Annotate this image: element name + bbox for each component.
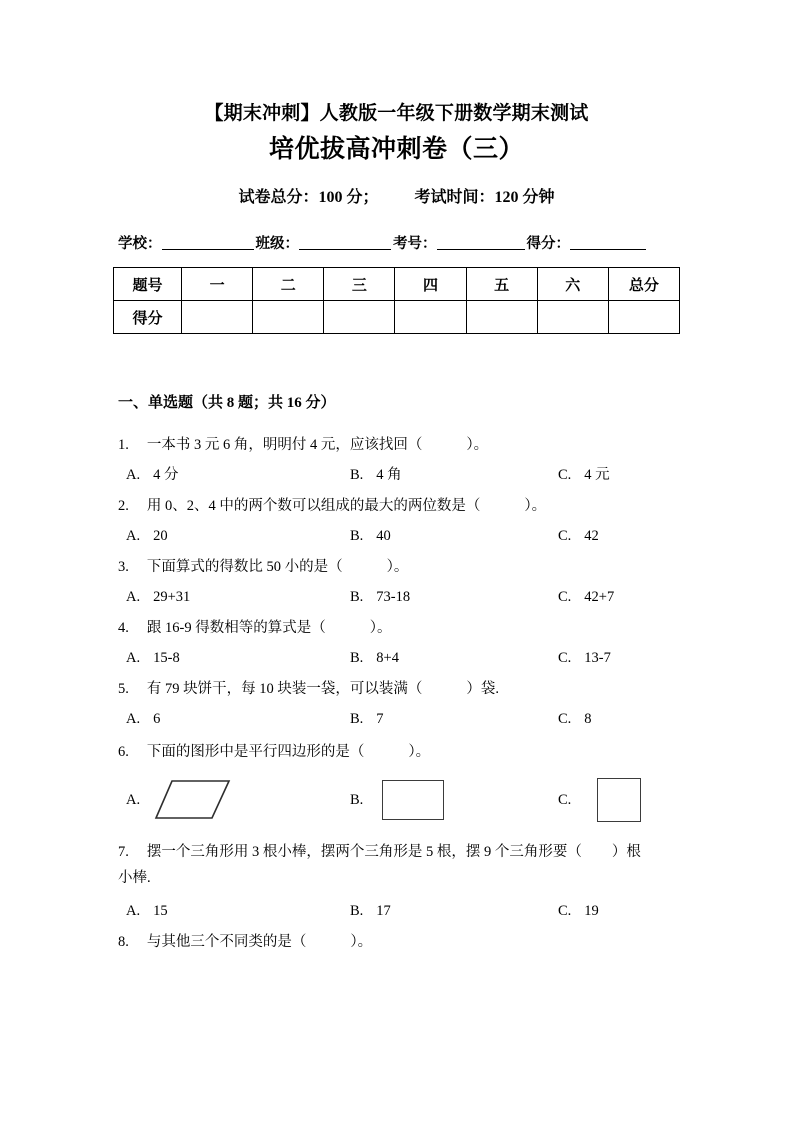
option-value: 4 角 <box>376 467 402 483</box>
question-3-options <box>118 585 678 609</box>
option-value: 13-7 <box>584 650 611 666</box>
question-6-text-tail: ）。 <box>408 744 431 760</box>
question-3-option-c[interactable] <box>558 585 614 609</box>
option-value: 15 <box>153 903 168 919</box>
option-letter: C. <box>558 528 572 544</box>
question-1-option-b[interactable] <box>350 463 402 487</box>
option-value: 20 <box>153 528 168 544</box>
section-heading-single-choice: 一、单选题（共 8 题；共 16 分） <box>118 395 336 411</box>
option-value: 4 分 <box>153 467 179 483</box>
question-5-number: 5. <box>118 681 129 697</box>
question-6-stem <box>118 740 678 764</box>
question-4-text-tail: ）。 <box>369 620 392 636</box>
question-4-text: 跟 16-9 得数相等的算式是（ <box>146 620 326 636</box>
option-letter: A. <box>126 589 141 605</box>
question-8-stem <box>118 930 678 954</box>
option-letter: B. <box>350 528 364 544</box>
question-2-text-tail: ）。 <box>524 498 547 514</box>
question-1-option-a[interactable] <box>126 463 178 487</box>
score-table-col-total: 总分 <box>608 268 679 301</box>
question-3-option-b[interactable] <box>350 585 410 609</box>
option-value: 4 元 <box>584 467 610 483</box>
question-3-number: 3. <box>118 559 129 575</box>
score-cell-total[interactable] <box>608 301 679 334</box>
question-2-stem <box>118 494 678 518</box>
option-value: 8+4 <box>376 650 399 666</box>
question-7-text: 摆一个三角形用 3 根小棒，摆两个三角形是 5 根，摆 9 个三角形要（ <box>146 844 582 860</box>
option-letter: A. <box>126 467 141 483</box>
question-7-text-tail: ）根 <box>611 844 641 860</box>
option-letter: C. <box>558 903 572 919</box>
score-cell-5[interactable] <box>466 301 537 334</box>
option-value: 15-8 <box>153 650 180 666</box>
option-letter: B. <box>350 589 364 605</box>
class-label: 班级： <box>255 236 299 252</box>
student-info-line <box>118 233 678 255</box>
question-1-stem <box>118 433 678 457</box>
page-title-line1: 【期末冲刺】人教版一年级下册数学期末测试 <box>204 103 589 124</box>
question-2-number: 2. <box>118 498 129 514</box>
exam-number-input-rule[interactable] <box>437 235 525 250</box>
question-7-stem-line2: 小棒. <box>118 870 151 886</box>
question-5-option-b[interactable] <box>350 707 384 731</box>
question-6-option-a[interactable] <box>126 772 246 830</box>
option-letter: A. <box>126 711 141 727</box>
option-letter: C. <box>558 650 572 666</box>
option-letter: B. <box>350 711 364 727</box>
parallelogram-icon <box>154 778 232 822</box>
option-letter: A. <box>126 903 141 919</box>
question-1-option-c[interactable] <box>558 463 610 487</box>
option-letter: C. <box>558 792 572 808</box>
question-4-stem <box>118 616 678 640</box>
score-cell-4[interactable] <box>395 301 466 334</box>
question-1-number: 1. <box>118 437 129 453</box>
score-table-row-label-score: 得分 <box>114 301 182 334</box>
exam-number-field[interactable] <box>393 233 525 255</box>
question-3-text-tail: ）。 <box>386 559 409 575</box>
question-4-options <box>118 646 678 670</box>
exam-duration-label: 考试时间：120 分钟 <box>414 189 555 206</box>
question-7-option-b[interactable] <box>350 899 391 923</box>
question-6-shape-options <box>118 772 678 830</box>
score-table-col-6: 六 <box>537 268 608 301</box>
option-value: 42 <box>584 528 599 544</box>
class-field[interactable] <box>256 233 392 255</box>
option-value: 42+7 <box>584 589 615 605</box>
question-1-text: 一本书 3 元 6 角，明明付 4 元，应该找回（ <box>146 437 423 453</box>
score-table-col-3: 三 <box>324 268 395 301</box>
question-2-option-b[interactable] <box>350 524 391 548</box>
question-7-options <box>118 899 678 923</box>
question-4-option-c[interactable] <box>558 646 611 670</box>
question-1-text-tail: ）。 <box>466 437 489 453</box>
question-5-option-c[interactable] <box>558 707 592 731</box>
question-8-text: 与其他三个不同类的是（ <box>146 934 307 950</box>
school-input-rule[interactable] <box>162 235 254 250</box>
score-label: 得分： <box>526 236 570 252</box>
score-cell-6[interactable] <box>537 301 608 334</box>
exam-meta-line <box>0 186 793 210</box>
question-7-option-a[interactable] <box>126 899 168 923</box>
option-letter: C. <box>558 589 572 605</box>
question-5-text: 有 79 块饼干，每 10 块装一袋，可以装满（ <box>146 681 423 697</box>
class-input-rule[interactable] <box>299 235 391 250</box>
score-cell-2[interactable] <box>253 301 324 334</box>
option-value: 73-18 <box>376 589 411 605</box>
option-letter: A. <box>126 650 141 666</box>
school-label: 学校： <box>118 236 162 252</box>
option-value: 7 <box>376 711 384 727</box>
option-value: 40 <box>376 528 391 544</box>
score-input-rule[interactable] <box>570 235 646 250</box>
option-value: 8 <box>584 711 592 727</box>
question-1-options <box>118 463 678 487</box>
table-row-question-numbers <box>114 268 680 301</box>
question-8-number: 8. <box>118 934 129 950</box>
score-table-col-4: 四 <box>395 268 466 301</box>
option-value: 17 <box>376 903 391 919</box>
question-3-text: 下面算式的得数比 50 小的是（ <box>146 559 343 575</box>
question-4-option-b[interactable] <box>350 646 399 670</box>
question-6-text: 下面的图形中是平行四边形的是（ <box>146 744 365 760</box>
option-letter: B. <box>350 903 364 919</box>
score-field[interactable] <box>527 233 647 255</box>
option-value: 29+31 <box>153 589 191 605</box>
option-letter: A. <box>126 528 141 544</box>
option-value: 6 <box>153 711 161 727</box>
question-8-text-tail: ）。 <box>350 934 373 950</box>
option-value: 19 <box>584 903 599 919</box>
question-2-text: 用 0、2、4 中的两个数可以组成的最大的两位数是（ <box>146 498 481 514</box>
score-cell-3[interactable] <box>324 301 395 334</box>
page-title-line2: 培优拔高冲刺卷（三） <box>268 136 524 163</box>
question-3-stem <box>118 555 678 579</box>
question-7-stem <box>118 840 678 864</box>
question-7-number: 7. <box>118 844 129 860</box>
question-3-option-a[interactable] <box>126 585 190 609</box>
school-field[interactable] <box>118 233 254 255</box>
score-table-row-label-question: 题号 <box>114 268 182 301</box>
question-4-number: 4. <box>118 620 129 636</box>
option-letter: C. <box>558 711 572 727</box>
question-2-option-a[interactable] <box>126 524 168 548</box>
question-6-number: 6. <box>118 744 129 760</box>
option-letter: A. <box>126 792 141 808</box>
total-score-label: 试卷总分：100 分； <box>238 189 379 206</box>
parallelogram-shape <box>154 778 232 827</box>
question-2-option-c[interactable] <box>558 524 599 548</box>
option-letter: C. <box>558 467 572 483</box>
question-7-option-c[interactable] <box>558 899 599 923</box>
rectangle-shape <box>382 780 444 820</box>
exam-number-label: 考号： <box>393 236 437 252</box>
score-table-col-2: 二 <box>253 268 324 301</box>
square-shape <box>597 778 641 822</box>
question-4-option-a[interactable] <box>126 646 180 670</box>
score-table-col-1: 一 <box>182 268 253 301</box>
score-table-col-5: 五 <box>466 268 537 301</box>
option-letter: B. <box>350 467 364 483</box>
question-6-option-b[interactable] <box>350 772 480 830</box>
question-2-options <box>118 524 678 548</box>
score-cell-1[interactable] <box>182 301 253 334</box>
option-letter: B. <box>350 650 364 666</box>
table-row-scores <box>114 301 680 334</box>
question-5-stem <box>118 677 678 701</box>
question-5-text-tail: ）袋. <box>466 681 499 697</box>
question-5-option-a[interactable] <box>126 707 160 731</box>
question-5-options <box>118 707 678 731</box>
score-summary-table <box>113 267 680 334</box>
option-letter: B. <box>350 792 364 808</box>
question-6-option-c[interactable] <box>558 772 688 830</box>
